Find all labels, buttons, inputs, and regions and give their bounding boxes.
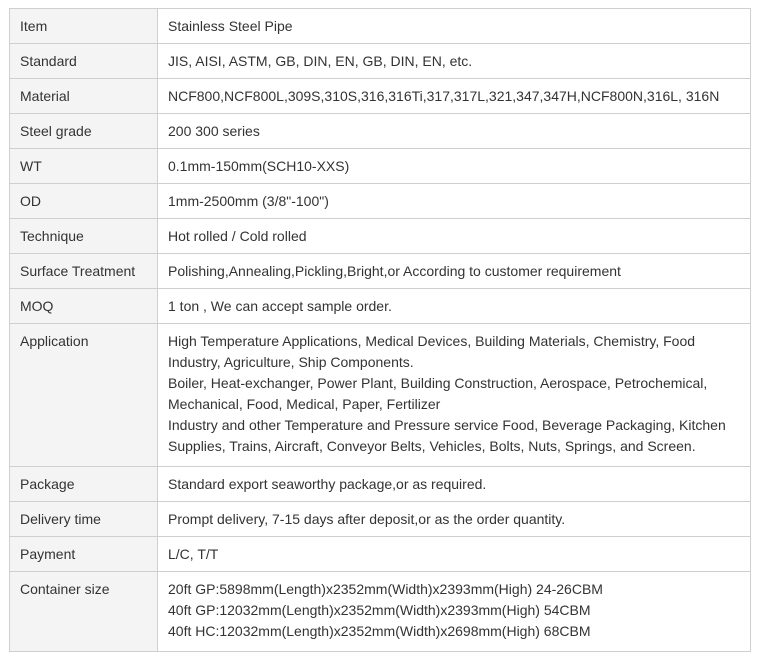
table-row [10,79,751,114]
value-line: 20ft GP:5898mm(Length)x2352mm(Width)x2393mm(High) 24-26CBM [168,581,603,597]
row-value-steel-grade [158,114,751,149]
row-label-standard: Standard [10,44,158,79]
row-label-steel-grade: Steel grade [10,114,158,149]
row-value-standard [158,44,751,79]
value-line: Standard export seaworthy package,or as required. [168,476,487,492]
row-value-wt [158,149,751,184]
value-line: High Temperature Applications, Medical Devices, Building Materials, Chemistry, Food [168,333,696,349]
table-row [10,149,751,184]
value-line: L/C, T/T [168,546,219,562]
value-line: Industry, Agriculture, Ship Components. [168,354,414,370]
row-value-item [158,9,751,44]
table-row [10,289,751,324]
table-row [10,254,751,289]
row-value-technique [158,219,751,254]
value-line: Industry and other Temperature and Pressure service Food, Beverage Packaging, Kitchen [168,417,726,433]
value-line: JIS, AISI, ASTM, GB, DIN, EN, GB, DIN, EN, etc. [168,53,473,69]
row-value-delivery-time [158,502,751,537]
row-label-technique: Technique [10,219,158,254]
row-label-payment: Payment [10,537,158,572]
value-line: 0.1mm-150mm(SCH10-XXS) [168,158,350,174]
table-row [10,44,751,79]
row-label-material: Material [10,79,158,114]
table-row [10,467,751,502]
table-row [10,537,751,572]
row-label-od: OD [10,184,158,219]
row-value-package [158,467,751,502]
row-value-container-size [158,572,751,652]
table-row [10,502,751,537]
spec-table-body [10,9,751,652]
value-line: NCF800,NCF800L,309S,310S,316,316Ti,317,317L,321,347,347H,NCF800N,316L, 316N [168,88,720,104]
row-label-container-size: Container size [10,572,158,652]
row-value-moq [158,289,751,324]
table-row [10,219,751,254]
value-line: Polishing,Annealing,Pickling,Bright,or According to customer requirement [168,263,621,279]
table-row [10,9,751,44]
row-label-delivery-time: Delivery time [10,502,158,537]
row-value-surface-treatment [158,254,751,289]
value-line: Mechanical, Food, Medical, Paper, Fertilizer [168,396,441,412]
row-label-surface-treatment: Surface Treatment [10,254,158,289]
row-label-package: Package [10,467,158,502]
row-label-item: Item [10,9,158,44]
value-line: Stainless Steel Pipe [168,18,293,34]
row-value-application [158,324,751,467]
row-value-payment [158,537,751,572]
row-label-moq: MOQ [10,289,158,324]
row-value-od [158,184,751,219]
spec-table [9,8,751,652]
value-line: Prompt delivery, 7-15 days after deposit,or as the order quantity. [168,511,566,527]
value-line: 40ft HC:12032mm(Length)x2352mm(Width)x2698mm(High) 68CBM [168,623,591,639]
value-line: Hot rolled / Cold rolled [168,228,307,244]
row-label-wt: WT [10,149,158,184]
value-line: 40ft GP:12032mm(Length)x2352mm(Width)x2393mm(High) 54CBM [168,602,591,618]
table-row [10,184,751,219]
table-row [10,324,751,467]
value-line: 1mm-2500mm (3/8"-100") [168,193,329,209]
value-line: Supplies, Trains, Aircraft, Conveyor Belts, Vehicles, Bolts, Nuts, Springs, and Screen. [168,438,696,454]
table-row [10,572,751,652]
value-line: Boiler, Heat-exchanger, Power Plant, Building Construction, Aerospace, Petrochemical, [168,375,708,391]
row-label-application: Application [10,324,158,467]
table-row [10,114,751,149]
value-line: 200 300 series [168,123,260,139]
value-line: 1 ton , We can accept sample order. [168,298,392,314]
row-value-material [158,79,751,114]
